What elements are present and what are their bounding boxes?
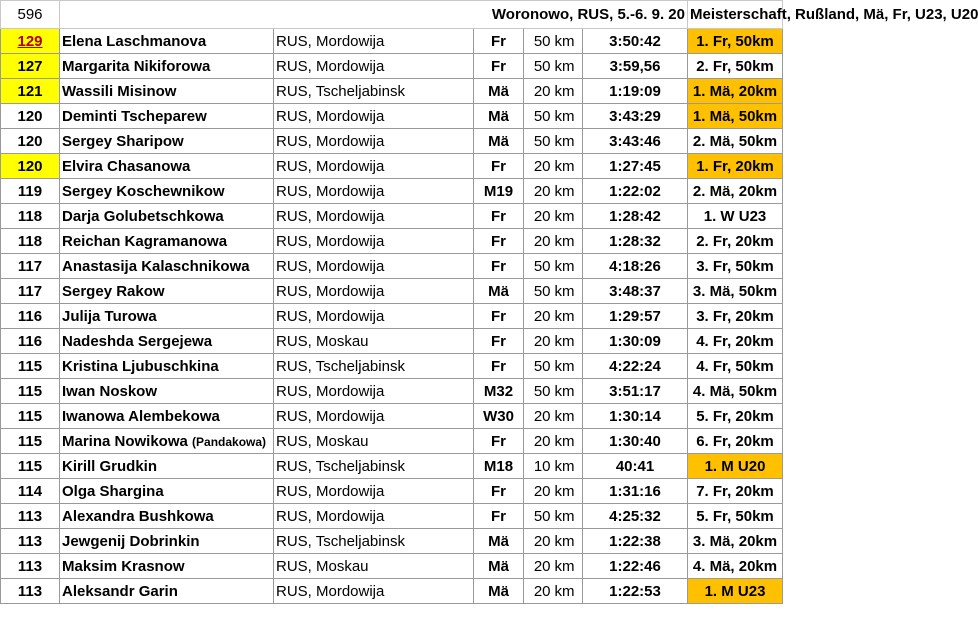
distance-cell: 20 bbox=[524, 479, 553, 504]
class-cell: Mä bbox=[474, 529, 524, 554]
athlete-name-text: Alexandra Bushkowa bbox=[62, 507, 214, 525]
club-cell: RUS, Moskau bbox=[274, 429, 474, 454]
unit-cell: km bbox=[553, 379, 583, 404]
distance-cell: 20 bbox=[524, 79, 553, 104]
athlete-name bbox=[60, 54, 274, 79]
distance-cell: 50 bbox=[524, 254, 553, 279]
athlete-name bbox=[60, 204, 274, 229]
athlete-name bbox=[60, 304, 274, 329]
unit-cell: km bbox=[553, 529, 583, 554]
athlete-name bbox=[60, 329, 274, 354]
class-cell: Fr bbox=[474, 254, 524, 279]
table-row bbox=[1, 454, 783, 479]
unit-cell: km bbox=[553, 54, 583, 79]
athlete-name-text: Marina Nowikowa bbox=[62, 432, 188, 450]
rank-cell: 115 bbox=[1, 379, 60, 404]
athlete-name-text: Aleksandr Garin bbox=[62, 582, 178, 600]
athlete-name-text: Sergey Sharipow bbox=[62, 132, 184, 150]
rank-cell: 113 bbox=[1, 529, 60, 554]
distance-cell: 20 bbox=[524, 154, 553, 179]
distance-cell: 50 bbox=[524, 54, 553, 79]
table-row bbox=[1, 379, 783, 404]
class-cell: Fr bbox=[474, 329, 524, 354]
athlete-name bbox=[60, 79, 274, 104]
time-cell: 40:41 bbox=[583, 454, 688, 479]
distance-cell: 50 bbox=[524, 504, 553, 529]
time-cell: 1:30:09 bbox=[583, 329, 688, 354]
club-cell: RUS, Mordowija bbox=[274, 204, 474, 229]
distance-cell: 20 bbox=[524, 554, 553, 579]
club-cell: RUS, Mordowija bbox=[274, 104, 474, 129]
club-cell: RUS, Mordowija bbox=[274, 154, 474, 179]
club-cell: RUS, Mordowija bbox=[274, 179, 474, 204]
rank-cell: 116 bbox=[1, 304, 60, 329]
table-row bbox=[1, 304, 783, 329]
distance-cell: 20 bbox=[524, 579, 553, 604]
distance-cell: 50 bbox=[524, 29, 553, 54]
athlete-name-text: Kirill Grudkin bbox=[62, 457, 158, 475]
athlete-name-text: Margarita Nikiforowa bbox=[62, 57, 211, 75]
table-row bbox=[1, 179, 783, 204]
table-row bbox=[1, 504, 783, 529]
time-cell: 3:51:17 bbox=[583, 379, 688, 404]
distance-cell: 20 bbox=[524, 204, 553, 229]
table-row bbox=[1, 354, 783, 379]
rank-cell: 117 bbox=[1, 279, 60, 304]
class-cell: M19 bbox=[474, 179, 524, 204]
athlete-name bbox=[60, 354, 274, 379]
unit-cell: km bbox=[553, 29, 583, 54]
time-cell: 3:59,56 bbox=[583, 54, 688, 79]
placement-cell: 1. Fr, 50km bbox=[688, 29, 783, 54]
class-cell: Fr bbox=[474, 479, 524, 504]
placement-cell: 7. Fr, 20km bbox=[688, 479, 783, 504]
athlete-name-text: Sergey Rakow bbox=[62, 282, 165, 300]
club-cell: RUS, Moskau bbox=[274, 554, 474, 579]
distance-cell: 20 bbox=[524, 229, 553, 254]
placement-cell: 2. Mä, 20km bbox=[688, 179, 783, 204]
club-cell: RUS, Mordowija bbox=[274, 29, 474, 54]
athlete-name bbox=[60, 154, 274, 179]
class-cell: M32 bbox=[474, 379, 524, 404]
table-row bbox=[1, 529, 783, 554]
athlete-name-text: Wassili Misinow bbox=[62, 82, 177, 100]
unit-cell: km bbox=[553, 229, 583, 254]
athlete-name-text: Sergey Koschewnikow bbox=[62, 182, 225, 200]
class-cell: Mä bbox=[474, 579, 524, 604]
distance-cell: 50 bbox=[524, 379, 553, 404]
class-cell: Mä bbox=[474, 554, 524, 579]
table-row bbox=[1, 479, 783, 504]
placement-cell: 4. Fr, 50km bbox=[688, 354, 783, 379]
table-row bbox=[1, 429, 783, 454]
unit-cell: km bbox=[553, 429, 583, 454]
class-cell: Fr bbox=[474, 304, 524, 329]
placement-cell: 1. M U20 bbox=[688, 454, 783, 479]
athlete-name-text: Maksim Krasnow bbox=[62, 557, 185, 575]
athlete-name-text: Nadeshda Sergejewa bbox=[62, 332, 213, 350]
placement-cell: 2. Fr, 50km bbox=[688, 54, 783, 79]
table-row bbox=[1, 204, 783, 229]
distance-cell: 20 bbox=[524, 529, 553, 554]
athlete-name-text: Deminti Tscheparew bbox=[62, 107, 207, 125]
time-cell: 3:43:29 bbox=[583, 104, 688, 129]
placement-cell: 4. Mä, 20km bbox=[688, 554, 783, 579]
athlete-name bbox=[60, 429, 274, 454]
unit-cell: km bbox=[553, 129, 583, 154]
distance-cell: 50 bbox=[524, 354, 553, 379]
placement-cell: 2. Fr, 20km bbox=[688, 229, 783, 254]
unit-cell: km bbox=[553, 254, 583, 279]
rank-cell: 120 bbox=[1, 129, 60, 154]
time-cell: 1:31:16 bbox=[583, 479, 688, 504]
time-cell: 1:22:46 bbox=[583, 554, 688, 579]
athlete-name bbox=[60, 479, 274, 504]
rank-cell: 113 bbox=[1, 504, 60, 529]
rank-cell: 116 bbox=[1, 329, 60, 354]
table-row bbox=[1, 554, 783, 579]
placement-cell: 5. Fr, 50km bbox=[688, 504, 783, 529]
club-cell: RUS, Mordowija bbox=[274, 479, 474, 504]
placement-cell: 4. Fr, 20km bbox=[688, 329, 783, 354]
club-cell: RUS, Mordowija bbox=[274, 229, 474, 254]
athlete-name-text: Iwanowa Alembekowa bbox=[62, 407, 220, 425]
table-row bbox=[1, 404, 783, 429]
athlete-name-suffix: (Pandakowa) bbox=[192, 434, 267, 449]
athlete-name bbox=[60, 554, 274, 579]
athlete-name-text: Kristina Ljubuschkina bbox=[62, 357, 219, 375]
table-row bbox=[1, 279, 783, 304]
athlete-name-text: Elena Laschmanova bbox=[62, 32, 207, 50]
unit-cell: km bbox=[553, 354, 583, 379]
club-cell: RUS, Mordowija bbox=[274, 254, 474, 279]
unit-cell: km bbox=[553, 304, 583, 329]
placement-cell: 3. Fr, 50km bbox=[688, 254, 783, 279]
athlete-name bbox=[60, 529, 274, 554]
unit-cell: km bbox=[553, 479, 583, 504]
rank-cell: 115 bbox=[1, 429, 60, 454]
class-cell: Fr bbox=[474, 504, 524, 529]
header-event: Woronowo, RUS, 5.-6. 9. 20 bbox=[60, 1, 688, 29]
placement-cell: 1. M U23 bbox=[688, 579, 783, 604]
athlete-name bbox=[60, 229, 274, 254]
athlete-name bbox=[60, 129, 274, 154]
time-cell: 3:50:42 bbox=[583, 29, 688, 54]
placement-cell: 5. Fr, 20km bbox=[688, 404, 783, 429]
table-row bbox=[1, 329, 783, 354]
club-cell: RUS, Mordowija bbox=[274, 404, 474, 429]
rank-cell: 115 bbox=[1, 404, 60, 429]
time-cell: 4:18:26 bbox=[583, 254, 688, 279]
unit-cell: km bbox=[553, 554, 583, 579]
unit-cell: km bbox=[553, 454, 583, 479]
club-cell: RUS, Moskau bbox=[274, 329, 474, 354]
athlete-name bbox=[60, 254, 274, 279]
class-cell: Mä bbox=[474, 104, 524, 129]
placement-cell: 1. Fr, 20km bbox=[688, 154, 783, 179]
athlete-name-text: Elvira Chasanowa bbox=[62, 157, 191, 175]
time-cell: 1:19:09 bbox=[583, 79, 688, 104]
placement-cell: 1. Mä, 20km bbox=[688, 79, 783, 104]
athlete-name-text: Olga Shargina bbox=[62, 482, 164, 500]
rank-cell: 114 bbox=[1, 479, 60, 504]
unit-cell: km bbox=[553, 179, 583, 204]
unit-cell: km bbox=[553, 204, 583, 229]
athlete-name-text: Julija Turowa bbox=[62, 307, 157, 325]
rank-cell: 120 bbox=[1, 154, 60, 179]
placement-cell: 1. W U23 bbox=[688, 204, 783, 229]
time-cell: 1:28:32 bbox=[583, 229, 688, 254]
athlete-name bbox=[60, 579, 274, 604]
time-cell: 3:48:37 bbox=[583, 279, 688, 304]
class-cell: W30 bbox=[474, 404, 524, 429]
athlete-name bbox=[60, 379, 274, 404]
athlete-name bbox=[60, 504, 274, 529]
distance-cell: 50 bbox=[524, 129, 553, 154]
placement-cell: 4. Mä, 50km bbox=[688, 379, 783, 404]
rank-cell: 115 bbox=[1, 354, 60, 379]
class-cell: Mä bbox=[474, 79, 524, 104]
club-cell: RUS, Mordowija bbox=[274, 279, 474, 304]
club-cell: RUS, Tscheljabinsk bbox=[274, 79, 474, 104]
distance-cell: 20 bbox=[524, 429, 553, 454]
distance-cell: 20 bbox=[524, 404, 553, 429]
rank-cell: 120 bbox=[1, 104, 60, 129]
unit-cell: km bbox=[553, 404, 583, 429]
unit-cell: km bbox=[553, 104, 583, 129]
athlete-name bbox=[60, 279, 274, 304]
table-row bbox=[1, 79, 783, 104]
distance-cell: 20 bbox=[524, 179, 553, 204]
rank-cell: 119 bbox=[1, 179, 60, 204]
time-cell: 1:30:40 bbox=[583, 429, 688, 454]
table-row bbox=[1, 54, 783, 79]
rank-cell: 117 bbox=[1, 254, 60, 279]
athlete-name bbox=[60, 404, 274, 429]
rank-cell: 127 bbox=[1, 54, 60, 79]
distance-cell: 10 bbox=[524, 454, 553, 479]
club-cell: RUS, Mordowija bbox=[274, 304, 474, 329]
time-cell: 3:43:46 bbox=[583, 129, 688, 154]
club-cell: RUS, Mordowija bbox=[274, 54, 474, 79]
athlete-name bbox=[60, 29, 274, 54]
distance-cell: 50 bbox=[524, 279, 553, 304]
athlete-name-text: Iwan Noskow bbox=[62, 382, 158, 400]
time-cell: 4:25:32 bbox=[583, 504, 688, 529]
athlete-name-text: Anastasija Kalaschnikowa bbox=[62, 257, 250, 275]
table-row bbox=[1, 129, 783, 154]
class-cell: Fr bbox=[474, 204, 524, 229]
club-cell: RUS, Mordowija bbox=[274, 579, 474, 604]
rank-cell: 118 bbox=[1, 229, 60, 254]
table-row bbox=[1, 154, 783, 179]
rank-cell: 113 bbox=[1, 554, 60, 579]
placement-cell: 1. Mä, 50km bbox=[688, 104, 783, 129]
class-cell: Fr bbox=[474, 29, 524, 54]
athlete-name bbox=[60, 179, 274, 204]
time-cell: 1:27:45 bbox=[583, 154, 688, 179]
unit-cell: km bbox=[553, 279, 583, 304]
class-cell: Mä bbox=[474, 279, 524, 304]
club-cell: RUS, Tscheljabinsk bbox=[274, 454, 474, 479]
placement-cell: 3. Fr, 20km bbox=[688, 304, 783, 329]
header-title: Meisterschaft, Rußland, Mä, Fr, U23, U20 bbox=[688, 1, 783, 29]
time-cell: 1:22:02 bbox=[583, 179, 688, 204]
time-cell: 1:29:57 bbox=[583, 304, 688, 329]
header-row bbox=[1, 1, 783, 29]
placement-cell: 2. Mä, 50km bbox=[688, 129, 783, 154]
class-cell: M18 bbox=[474, 454, 524, 479]
unit-cell: km bbox=[553, 579, 583, 604]
table-row bbox=[1, 104, 783, 129]
placement-cell: 3. Mä, 50km bbox=[688, 279, 783, 304]
class-cell: Fr bbox=[474, 54, 524, 79]
rank-cell: 115 bbox=[1, 454, 60, 479]
club-cell: RUS, Mordowija bbox=[274, 379, 474, 404]
class-cell: Fr bbox=[474, 429, 524, 454]
rank-link[interactable]: 129 bbox=[1, 29, 60, 54]
rank-cell: 121 bbox=[1, 79, 60, 104]
table-row bbox=[1, 29, 783, 54]
header-number: 596 bbox=[1, 1, 60, 29]
club-cell: RUS, Mordowija bbox=[274, 129, 474, 154]
distance-cell: 20 bbox=[524, 329, 553, 354]
athlete-name bbox=[60, 454, 274, 479]
club-cell: RUS, Mordowija bbox=[274, 504, 474, 529]
table-row bbox=[1, 254, 783, 279]
rank-cell: 113 bbox=[1, 579, 60, 604]
class-cell: Fr bbox=[474, 229, 524, 254]
class-cell: Mä bbox=[474, 129, 524, 154]
rank-cell: 118 bbox=[1, 204, 60, 229]
distance-cell: 50 bbox=[524, 104, 553, 129]
unit-cell: km bbox=[553, 154, 583, 179]
time-cell: 1:28:42 bbox=[583, 204, 688, 229]
time-cell: 4:22:24 bbox=[583, 354, 688, 379]
table-row bbox=[1, 229, 783, 254]
time-cell: 1:22:53 bbox=[583, 579, 688, 604]
athlete-name bbox=[60, 104, 274, 129]
athlete-name-text: Reichan Kagramanowa bbox=[62, 232, 228, 250]
distance-cell: 20 bbox=[524, 304, 553, 329]
placement-cell: 3. Mä, 20km bbox=[688, 529, 783, 554]
club-cell: RUS, Tscheljabinsk bbox=[274, 529, 474, 554]
unit-cell: km bbox=[553, 504, 583, 529]
placement-cell: 6. Fr, 20km bbox=[688, 429, 783, 454]
time-cell: 1:22:38 bbox=[583, 529, 688, 554]
class-cell: Fr bbox=[474, 354, 524, 379]
unit-cell: km bbox=[553, 79, 583, 104]
class-cell: Fr bbox=[474, 154, 524, 179]
table-row bbox=[1, 579, 783, 604]
athlete-name-text: Darja Golubetschkowa bbox=[62, 207, 224, 225]
time-cell: 1:30:14 bbox=[583, 404, 688, 429]
unit-cell: km bbox=[553, 329, 583, 354]
club-cell: RUS, Tscheljabinsk bbox=[274, 354, 474, 379]
athlete-name-text: Jewgenij Dobrinkin bbox=[62, 532, 200, 550]
